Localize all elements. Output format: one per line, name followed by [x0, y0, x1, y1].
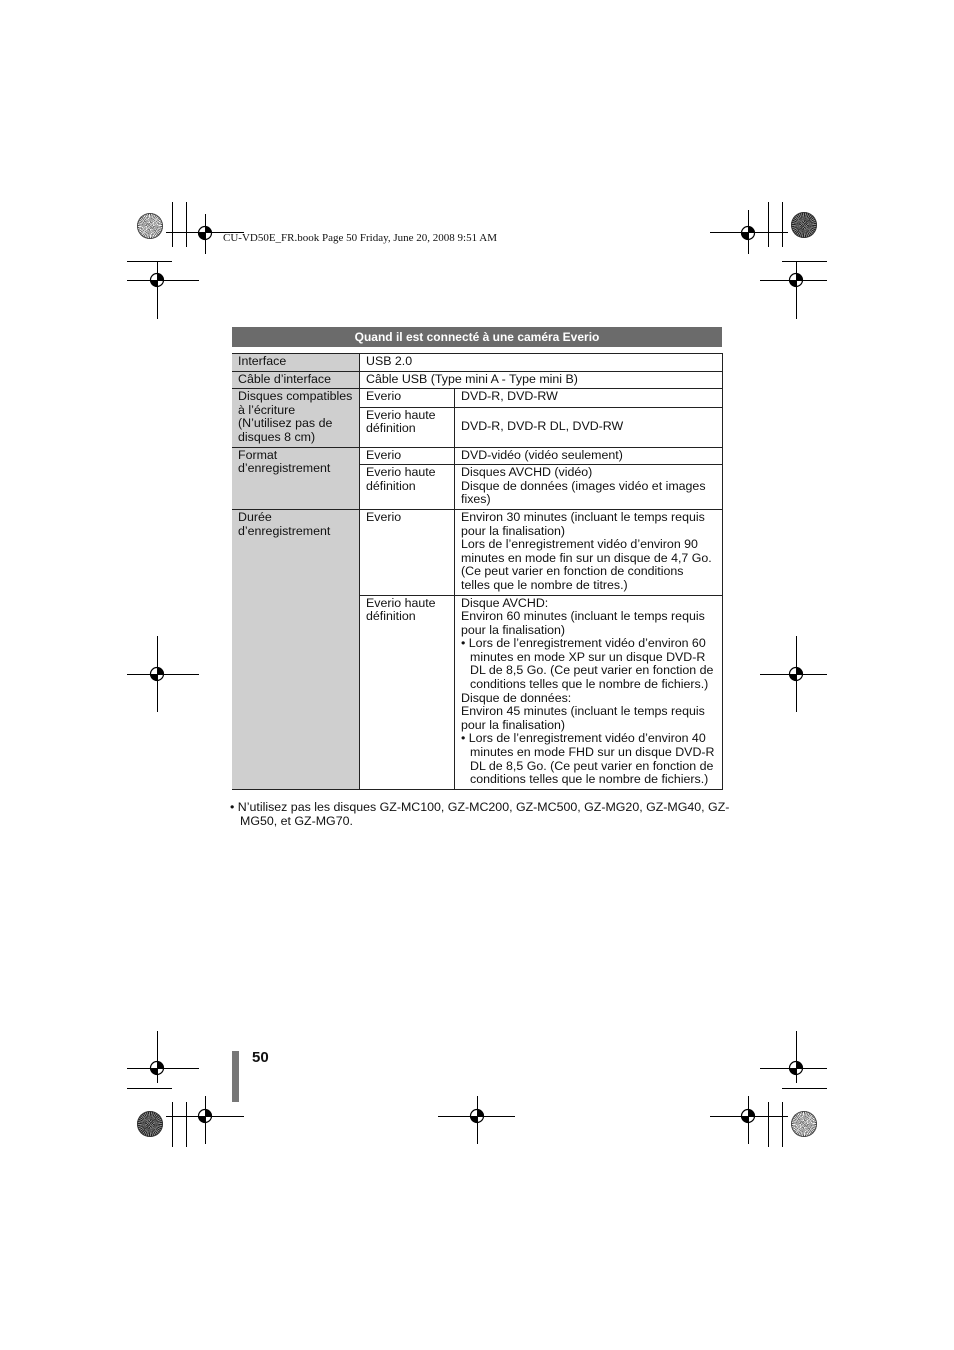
- row-value: USB 2.0: [360, 354, 723, 372]
- footnote: • N’utilisez pas les disques GZ-MC100, GZ-MC200, GZ-MC500, GZ-MG20, GZ-MG40, GZ-MG50, et GZ-MG70.: [230, 800, 730, 828]
- registration-mark-icon: [149, 1060, 165, 1076]
- table-row: [232, 371, 723, 389]
- section-title: Quand il est connecté à une caméra Everio: [232, 327, 722, 347]
- page-number: 50: [252, 1049, 269, 1066]
- row-label: Interface: [232, 354, 360, 372]
- registration-mark-icon: [788, 666, 804, 682]
- page-marker-bar: [232, 1051, 239, 1102]
- row-sublabel: Everio haute définition: [360, 465, 455, 510]
- row-value: DVD-R, DVD-RW: [455, 389, 723, 407]
- row-sublabel: Everio: [360, 447, 455, 465]
- row-label: Disques compatibles à l’écriture (N’utilisez pas de disques 8 cm): [232, 389, 360, 447]
- registration-mark-icon: [197, 1108, 213, 1124]
- row-value: Disques AVCHD (vidéo) Disque de données (images vidéo et images fixes): [455, 465, 723, 510]
- table-row: [232, 389, 723, 407]
- registration-mark-icon: [197, 225, 213, 241]
- table-row: [232, 509, 723, 595]
- color-target-icon: [137, 213, 163, 239]
- table-row: [232, 447, 723, 465]
- row-value: DVD-vidéo (vidéo seulement): [455, 447, 723, 465]
- row-value: Disque AVCHD: Environ 60 minutes (incluant le temps requis pour la finalisation) • Lors de l’enregistrement vidéo d’environ 60 minutes en mode XP sur un disque DVD-R DL de 8,5 Go. (Ce peut varier en fonction de conditions telles que le nombre de fichiers.) Disque de données: Environ 45 minutes (incluant le temps requis pour la finalisation) • Lors de l’enregistrement vidéo d’environ 40 minutes en mode FHD sur un disque DVD-R DL de 8,5 Go. (Ce peut varier en fonction de conditions telles que le nombre de fichiers.): [455, 595, 723, 789]
- color-target-icon: [137, 1111, 163, 1137]
- registration-mark-icon: [788, 272, 804, 288]
- registration-mark-icon: [788, 1060, 804, 1076]
- row-value: DVD-R, DVD-R DL, DVD-RW: [455, 407, 723, 447]
- row-sublabel: Everio: [360, 389, 455, 407]
- row-value: Environ 30 minutes (incluant le temps requis pour la finalisation) Lors de l’enregistrement vidéo d’environ 90 minutes en mode fin sur un disque de 4,7 Go. (Ce peut varier en fonction de conditions telles que le nombre de titres.): [455, 509, 723, 595]
- registration-mark-icon: [740, 1108, 756, 1124]
- registration-mark-icon: [740, 225, 756, 241]
- registration-mark-icon: [469, 1108, 485, 1124]
- row-label: Format d’enregistrement: [232, 447, 360, 509]
- row-sublabel: Everio haute définition: [360, 595, 455, 789]
- row-value: Câble USB (Type mini A - Type mini B): [360, 371, 723, 389]
- row-sublabel: Everio: [360, 509, 455, 595]
- registration-mark-icon: [149, 272, 165, 288]
- book-info-line: CU-VD50E_FR.book Page 50 Friday, June 20, 2008 9:51 AM: [223, 232, 497, 244]
- color-target-icon: [791, 212, 817, 238]
- color-target-icon: [791, 1111, 817, 1137]
- row-sublabel: Everio haute définition: [360, 407, 455, 447]
- row-label: Durée d’enregistrement: [232, 509, 360, 789]
- registration-mark-icon: [149, 666, 165, 682]
- row-label: Câble d’interface: [232, 371, 360, 389]
- spec-table: [232, 353, 723, 790]
- table-row: [232, 354, 723, 372]
